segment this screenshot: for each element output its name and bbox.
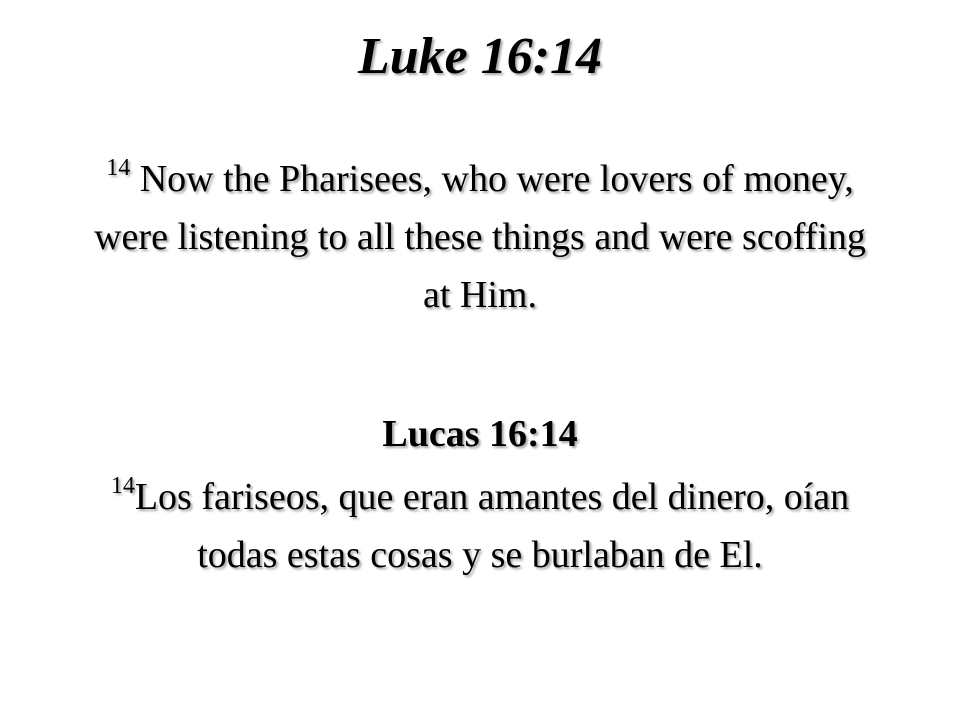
spanish-verse	[90, 468, 870, 584]
slide-title: Luke 16:14	[357, 28, 603, 85]
english-verse-text: Now the Pharisees, who were lovers of money, were listening to all these things and were scoffing at Him.	[94, 158, 866, 316]
english-verse	[90, 150, 870, 324]
english-verse-number: 14	[106, 155, 131, 182]
spanish-verse-text: Los fariseos, que eran amantes del dinero, oían todas estas cosas y se burlaban de El.	[134, 476, 850, 576]
spanish-title: Lucas 16:14	[382, 413, 578, 455]
spanish-verse-number: 14	[110, 473, 135, 500]
